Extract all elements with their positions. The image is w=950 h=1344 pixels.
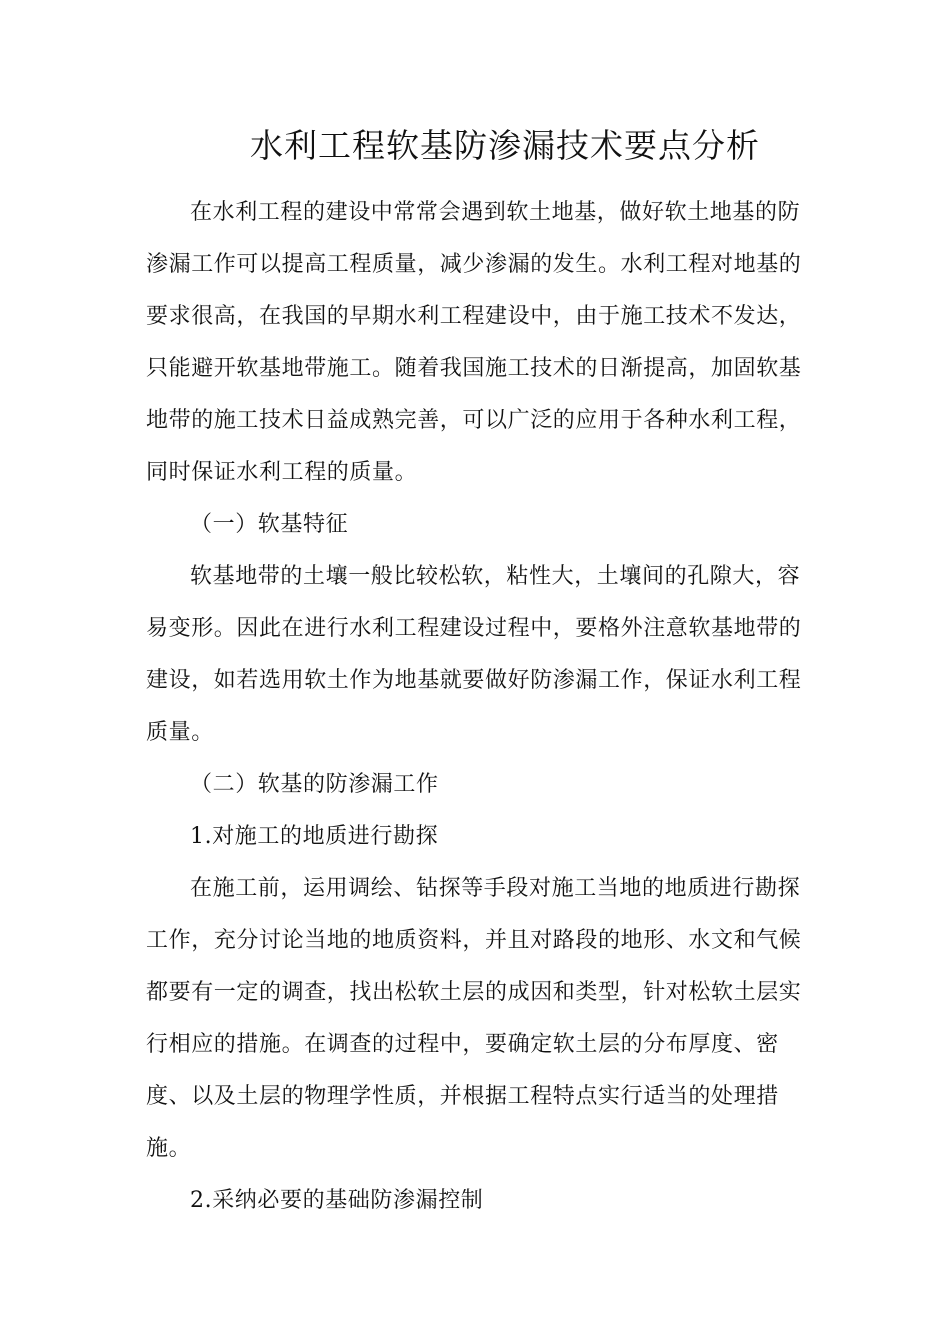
paragraph-line: 度、以及土层的物理学性质，并根据工程特点实行适当的处理措 [146, 1084, 779, 1109]
paragraph-line: 要求很高，在我国的早期水利工程建设中，由于施工技术不发达， [146, 304, 802, 329]
paragraph-line: 工作，充分讨论当地的地质资料，并且对路段的地形、水文和气候 [146, 928, 802, 953]
paragraph-line: 质量。 [146, 720, 214, 745]
subsection-heading: 2.采纳必要的基础防渗漏控制 [190, 1188, 484, 1213]
subsection-heading: 1.对施工的地质进行勘探 [190, 824, 439, 849]
paragraph-line: 同时保证水利工程的质量。 [146, 460, 418, 485]
paragraph-line: 只能避开软基地带施工。随着我国施工技术的日渐提高，加固软基 [146, 356, 802, 381]
section-heading: （一）软基特征 [190, 512, 349, 537]
paragraph-line: 渗漏工作可以提高工程质量，减少渗漏的发生。水利工程对地基的 [146, 252, 802, 277]
paragraph-line: 在水利工程的建设中常常会遇到软土地基，做好软土地基的防 [190, 200, 801, 225]
section-heading: （二）软基的防渗漏工作 [190, 772, 439, 797]
paragraph-line: 易变形。因此在进行水利工程建设过程中，要格外注意软基地带的 [146, 616, 802, 641]
body-text [146, 187, 806, 1227]
paragraph-line: 建设，如若选用软土作为地基就要做好防渗漏工作，保证水利工程 [146, 668, 802, 693]
paragraph-line: 软基地带的土壤一般比较松软，粘性大，土壤间的孔隙大，容 [190, 564, 801, 589]
document-title: 水利工程软基防渗漏技术要点分析 [250, 126, 760, 165]
paragraph-line: 在施工前，运用调绘、钻探等手段对施工当地的地质进行勘探 [190, 876, 801, 901]
paragraph-line: 地带的施工技术日益成熟完善，可以广泛的应用于各种水利工程， [146, 408, 802, 433]
paragraph-line: 施。 [146, 1136, 192, 1161]
paragraph-line: 行相应的措施。在调查的过程中，要确定软土层的分布厚度、密 [146, 1032, 779, 1057]
paragraph-line: 都要有一定的调查，找出松软土层的成因和类型，针对松软土层实 [146, 980, 802, 1005]
